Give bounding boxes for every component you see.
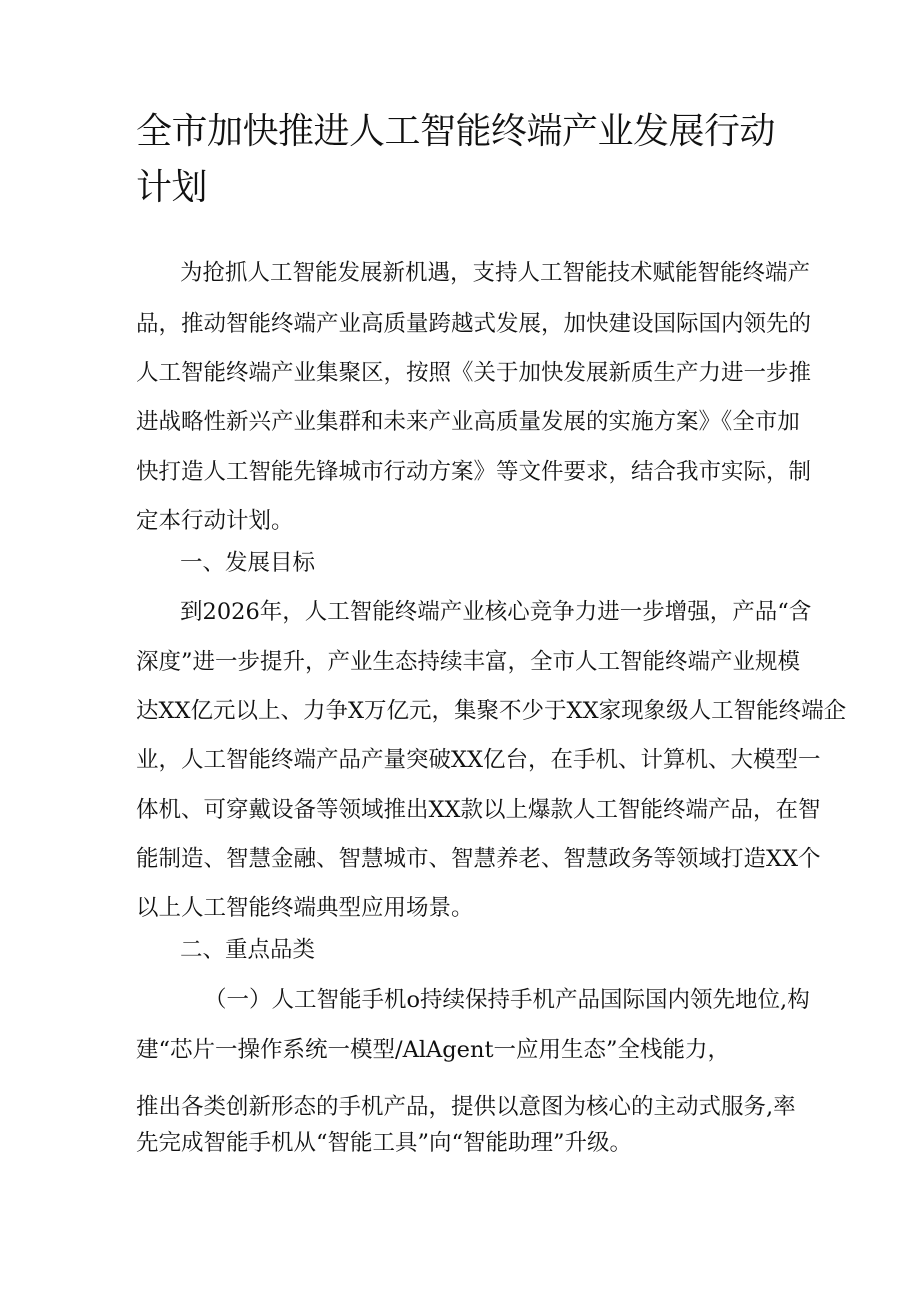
section-line: 深度”进一步提升，产业生态持续丰富，全市人工智能终端产业规模 [136, 649, 801, 675]
intro-line: 快打造人工智能先锋城市行动方案》等文件要求，结合我市实际，制 [136, 459, 812, 485]
intro-line: 进战略性新兴产业集群和未来产业高质量发展的实施方案》《全市加 [136, 409, 800, 435]
section-line: 能制造、智慧金融、智慧城市、智慧养老、智慧政务等领域打造XX个 [136, 846, 821, 872]
intro-line: 为抢抓人工智能发展新机遇，支持人工智能技术赋能智能终端产 [180, 260, 811, 286]
section-line: 到2026年，人工智能终端产业核心竞争力进一步增强，产品“含 [180, 599, 812, 625]
section-line: 体机、可穿戴设备等领域推出XX款以上爆款人工智能终端产品，在智 [136, 797, 821, 823]
section-line: 达XX亿元以上、力争X万亿元，集聚不少于XX家现象级人工智能终端企 [136, 698, 847, 724]
section-line: 建“芯片一操作系统一模型/AlAgent一应用生态”全栈能力， [136, 1037, 731, 1063]
intro-line: 品，推动智能终端产业高质量跨越式发展，加快建设国际国内领先的 [136, 311, 812, 337]
section-heading-goals: 一、发展目标 [180, 550, 316, 576]
section-line: （一）人工智能手机o持续保持手机产品国际国内领先地位,构 [204, 987, 810, 1013]
section-line: 以上人工智能终端典型应用场景。 [136, 895, 474, 921]
intro-line: 定本行动计划。 [136, 508, 294, 534]
section-line: 推出各类创新形态的手机产品，提供以意图为核心的主动式服务,率 [136, 1094, 796, 1120]
document-title: 全市加快推进人工智能终端产业发展行动计划 [136, 111, 776, 208]
section-line: 业，人工智能终端产品产量突破XX亿台，在手机、计算机、大模型一 [136, 747, 821, 773]
section-heading-categories: 二、重点品类 [180, 937, 316, 963]
section-line: 先完成智能手机从“智能工具”向“智能助理”升级。 [136, 1130, 633, 1156]
intro-line: 人工智能终端产业集聚区，按照《关于加快发展新质生产力进一步推 [136, 360, 812, 386]
